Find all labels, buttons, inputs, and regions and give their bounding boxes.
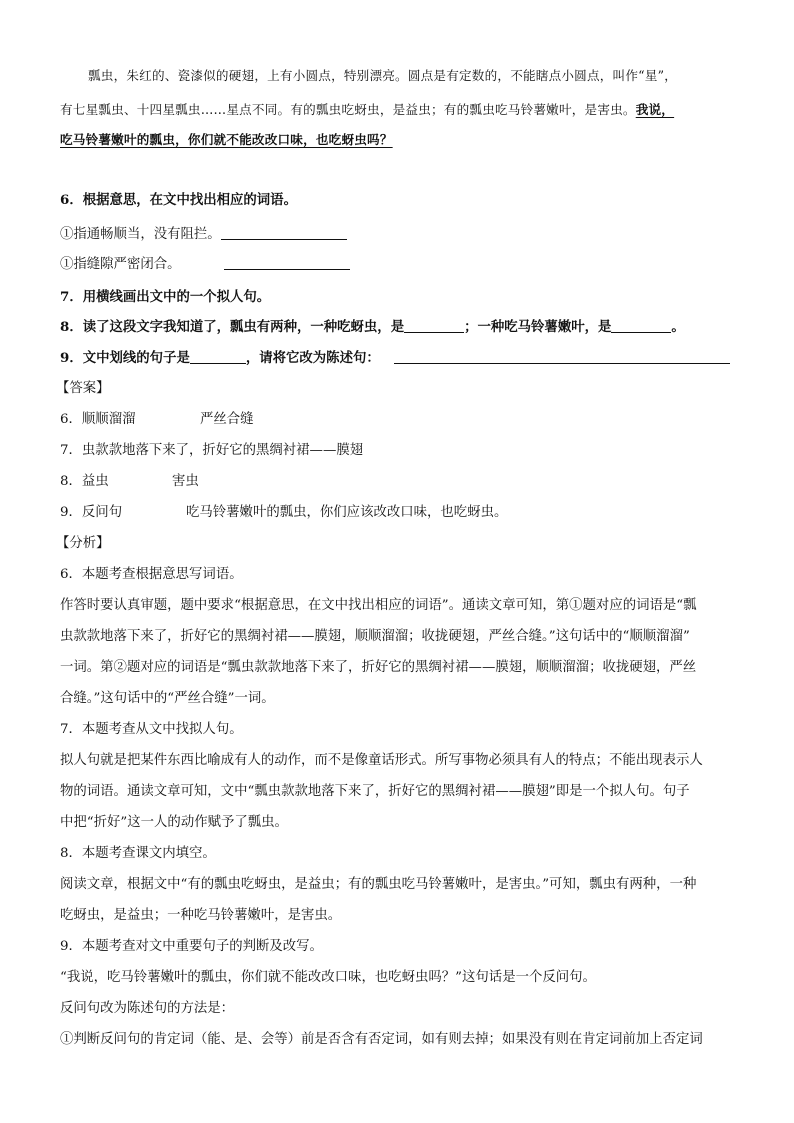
answer-blank[interactable] (221, 225, 347, 240)
answer-9-b: 吃马铃薯嫩叶的瓢虫，你们应该改改口味，也吃蚜虫。 (186, 505, 508, 520)
question-6-item-2 (60, 255, 350, 275)
question-8-text-c: 。 (671, 319, 685, 335)
analysis-line: 吃蚜虫，是益虫；一种吃马铃薯嫩叶，是害虫。 (60, 908, 342, 923)
analysis-line: 8．本题考查课文内填空。 (60, 846, 216, 861)
analysis-line: 虫款款地落下来了，折好它的黑绸衬裙——膜翅，顺顺溜溜；收拢硬翅，严丝合缝。”这句话中的“顺顺溜溜” (60, 629, 690, 644)
passage-underlined-start: 我说， (635, 102, 675, 117)
question-8-text-a: 8．读了这段文字我知道了，瓢虫有两种，一种吃蚜虫，是 (60, 319, 405, 335)
answer-8-b: 害虫 (172, 474, 199, 489)
answer-blank[interactable] (404, 318, 464, 333)
analysis-line: ①判断反问句的肯定词（能、是、会等）前是否含有否定词，如有则去掉；如果没有则在肯定词前加上否定词 (60, 1032, 703, 1047)
analysis-line: 7．本题考查从文中找拟人句。 (60, 722, 243, 737)
passage-line-1: 瓢虫，朱红的、瓷漆似的硬翅，上有小圆点，特别漂亮。圆点是有定数的，不能瞎点小圆点，叫作“星”， (88, 68, 677, 83)
analysis-line: 9．本题考查对文中重要句子的判断及改写。 (60, 939, 323, 954)
question-9 (60, 348, 730, 368)
analysis-line: 阅读文章，根据文中“有的瓢虫吃蚜虫，是益虫；有的瓢虫吃马铃薯嫩叶，是害虫。”可知，瓢虫有两种，一种 (60, 877, 697, 892)
answer-6-b: 严丝合缝 (200, 412, 254, 427)
analysis-line: 反问句改为陈述句的方法是： (60, 1001, 235, 1016)
question-6-item-1 (60, 225, 347, 245)
passage-line-2 (60, 100, 674, 120)
passage-underlined-sentence: 吃马铃薯嫩叶的瓢虫，你们就不能改改口味，也吃蚜虫吗？ (60, 132, 393, 147)
question-7: 7．用横线画出文中的一个拟人句。 (60, 289, 271, 305)
analysis-line: 一词。第②题对应的词语是“瓢虫款款地落下来了，折好它的黑绸衬裙——膜翅，顺顺溜溜；收拢硬翅，严丝 (60, 660, 697, 675)
answer-blank[interactable] (224, 255, 350, 270)
question-9-text-a: 9．文中划线的句子是 (60, 350, 190, 366)
answer-blank[interactable] (190, 349, 246, 364)
answer-blank[interactable] (611, 318, 671, 333)
question-8-text-b: ；一种吃马铃薯嫩叶，是 (464, 319, 612, 335)
question-8 (60, 317, 685, 337)
question-6-item-2-text: ①指缝隙严密闭合。 (60, 257, 181, 272)
analysis-line: “我说，吃马铃薯嫩叶的瓢虫，你们就不能改改口味，也吃蚜虫吗？”这句话是一个反问句。 (60, 970, 596, 985)
answer-7: 7．虫款款地落下来了，折好它的黑绸衬裙——膜翅 (60, 443, 364, 458)
question-6: 6．根据意思，在文中找出相应的词语。 (60, 192, 297, 208)
analysis-line: 物的词语。通读文章可知，文中“瓢虫款款地落下来了，折好它的黑绸衬裙——膜翅”即是一个拟人句。句子 (60, 784, 690, 799)
answer-6-a: 6．顺顺溜溜 (60, 412, 136, 427)
passage-line-2-text: 有七星瓢虫、十四星瓢虫……星点不同。有的瓢虫吃蚜虫，是益虫；有的瓢虫吃马铃薯嫩叶，是害虫。 (60, 102, 636, 117)
analysis-line: 合缝。”这句话中的“严丝合缝”一词。 (60, 691, 275, 706)
answer-blank[interactable] (394, 349, 730, 364)
question-6-item-1-text: ①指通畅顺当，没有阻拦。 (60, 227, 221, 242)
answer-heading: 【答案】 (56, 381, 110, 396)
analysis-line: 拟人句就是把某件东西比喻成有人的动作，而不是像童话形式。所写事物必须具有人的特点；不能出现表示人 (60, 753, 703, 768)
analysis-line: 作答时要认真审题，题中要求“根据意思，在文中找出相应的词语”。通读文章可知，第①题对应的词语是“瓢 (60, 598, 697, 613)
question-9-text-b: ，请将它改为陈述句： (245, 350, 380, 366)
analysis-heading: 【分析】 (56, 536, 110, 551)
answer-9-a: 9．反问句 (60, 505, 123, 520)
analysis-line: 中把“折好”这一人的动作赋予了瓢虫。 (60, 815, 288, 830)
answer-8-a: 8．益虫 (60, 474, 109, 489)
analysis-line: 6．本题考查根据意思写词语。 (60, 567, 243, 582)
